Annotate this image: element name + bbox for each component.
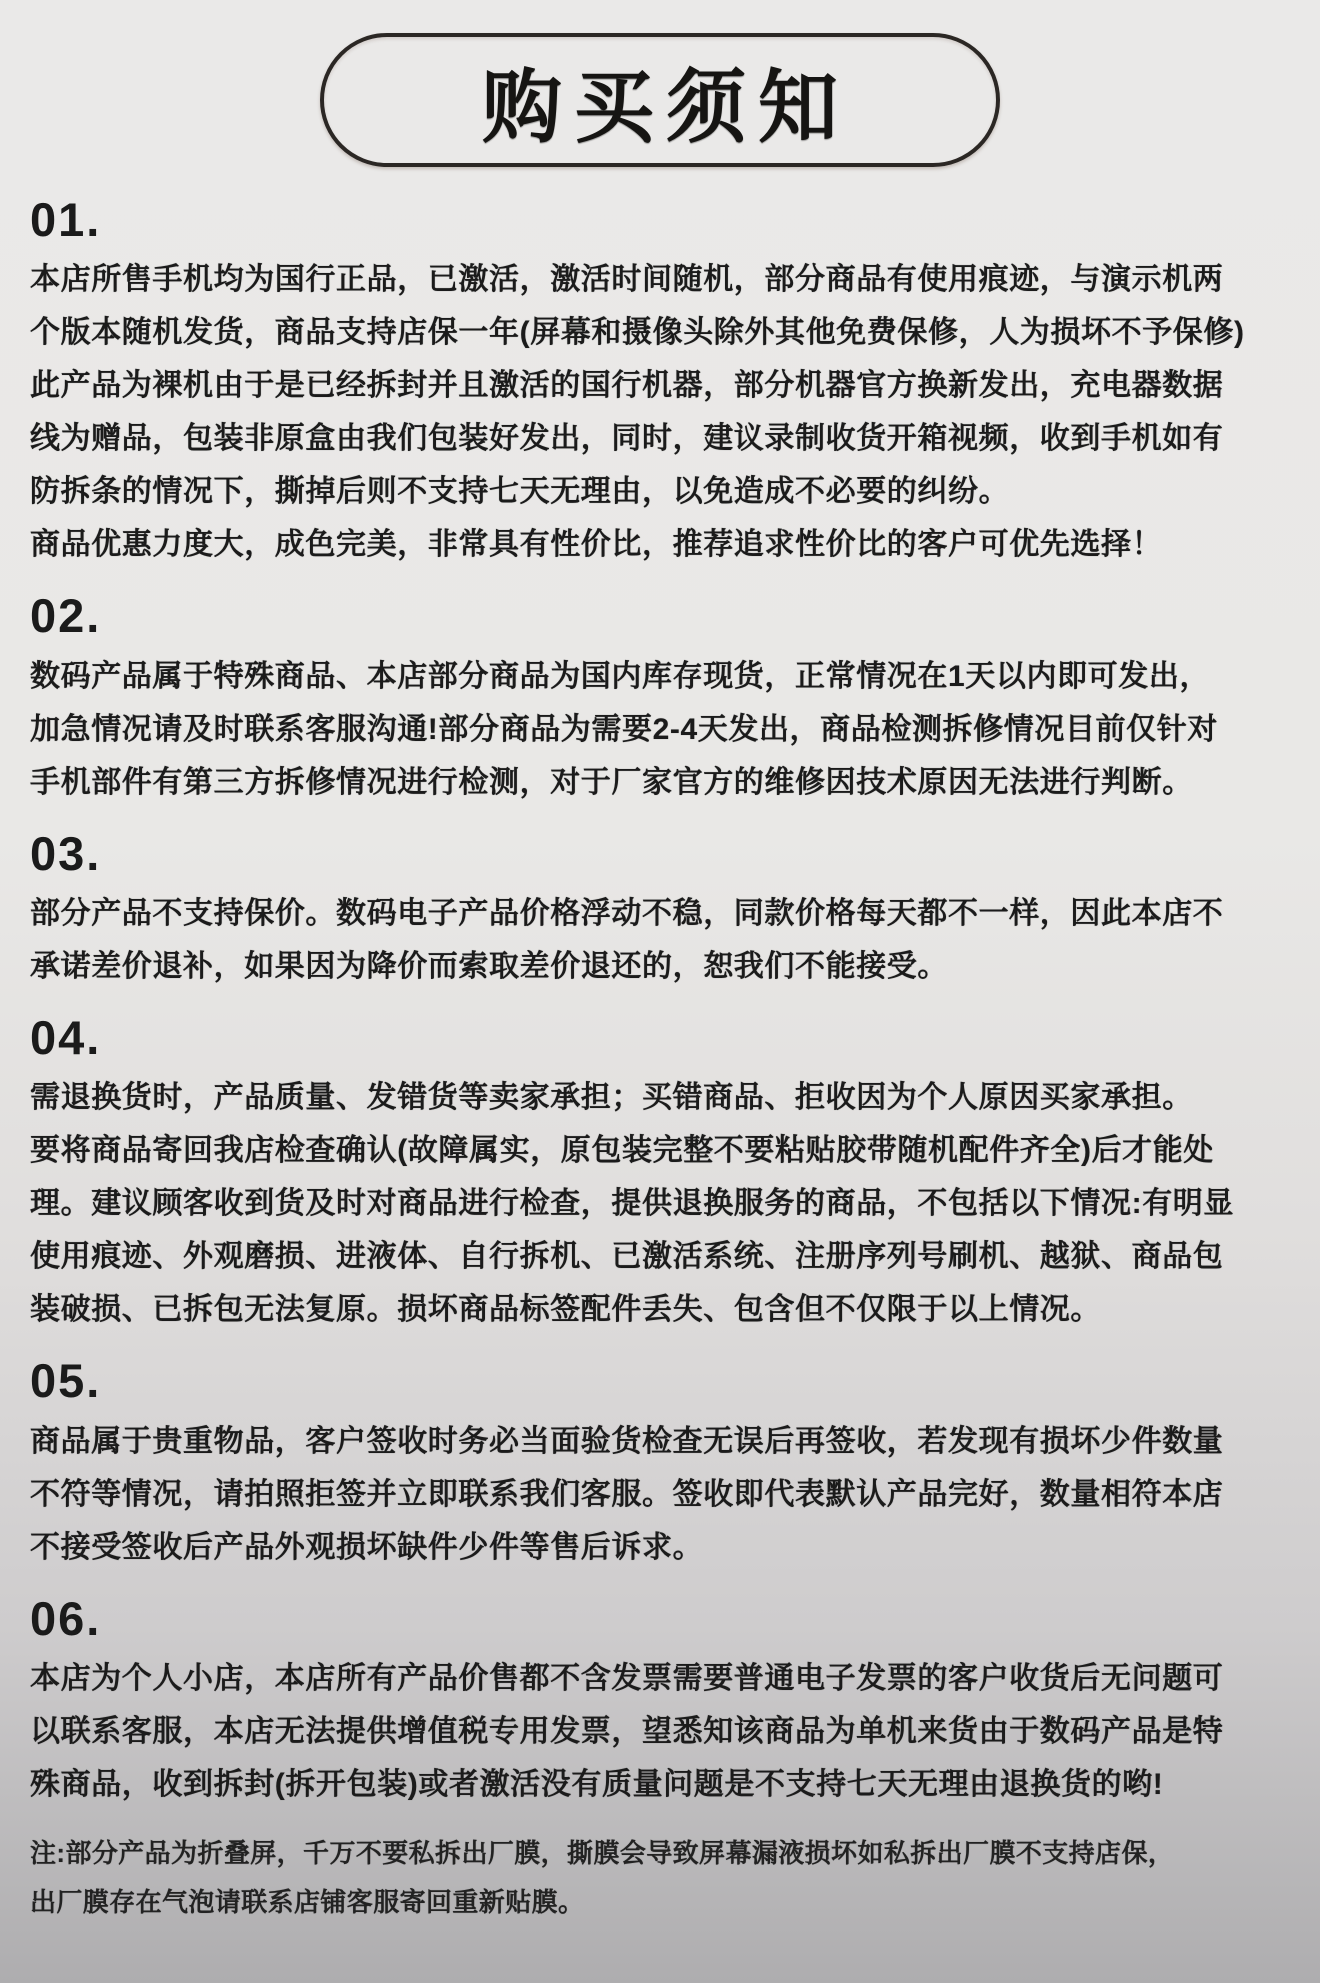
footnote-text-line: 注:部分产品为折叠屏，千万不要私拆出厂膜，撕膜会导致屏幕漏液损坏如私拆出厂膜不支持店保， (30, 1838, 1175, 1869)
section-text-line: 加急情况请及时联系客服沟通!部分商品为需要2-4天发出，商品检测拆修情况目前仅针对 (30, 712, 1218, 746)
section-text-line: 装破损、已拆包无法复原。损坏商品标签配件丢失、包含但不仅限于以上情况。 (30, 1293, 1101, 1327)
section-text-line: 本店为个人小店，本店所有产品价售都不含发票需要普通电子发票的客户收货后无问题可 (30, 1662, 1224, 1696)
section-number: 04. (30, 1011, 102, 1065)
notice-title-badge (320, 33, 1000, 167)
section-text-line: 数码产品属于特殊商品、本店部分商品为国内库存现货，正常情况在1天以内即可发出， (30, 659, 1211, 693)
section-number: 06. (30, 1591, 102, 1645)
notice-sections (0, 167, 1320, 1811)
section-text-line: 承诺差价退补，如果因为降价而索取差价退还的，恕我们不能接受。 (30, 950, 948, 984)
notice-section (30, 591, 1290, 808)
section-text-line: 此产品为裸机由于是已经拆封并且激活的国行机器，部分机器官方换新发出，充电器数据 (30, 369, 1224, 403)
notice-section (30, 1013, 1290, 1336)
purchase-notice-page (0, 33, 1320, 1927)
notice-section (30, 826, 1290, 993)
section-text-line: 不接受签收后产品外观损坏缺件少件等售后诉求。 (30, 1530, 704, 1564)
section-text-line: 线为赠品，包装非原盒由我们包装好发出，同时，建议录制收货开箱视频，收到手机如有 (30, 422, 1224, 456)
section-text-line: 部分产品不支持保价。数码电子产品价格浮动不稳，同款价格每天都不一样，因此本店不 (30, 897, 1224, 931)
footnote (0, 1811, 1320, 1927)
section-text-line: 以联系客服，本店无法提供增值税专用发票，望悉知该商品为单机来货由于数码产品是特 (30, 1715, 1224, 1749)
page-title: 购买须知 (482, 62, 850, 152)
notice-section (30, 1591, 1290, 1811)
section-text-line: 使用痕迹、外观磨损、进液体、自行拆机、已激活系统、注册序列号刷机、越狱、商品包 (30, 1240, 1224, 1274)
section-number: 01. (30, 193, 102, 246)
section-text-line: 本店所售手机均为国行正品，已激活，激活时间随机，部分商品有使用痕迹，与演示机两 (30, 263, 1224, 297)
section-text-line: 个版本随机发货，商品支持店保一年(屏幕和摄像头除外其他免费保修，人为损坏不予保修) (30, 316, 1245, 350)
section-number: 03. (30, 826, 102, 880)
notice-section (30, 1356, 1290, 1573)
notice-section (30, 195, 1290, 571)
footnote-text-line: 出厂膜存在气泡请联系店铺客服寄回重新贴膜。 (30, 1887, 585, 1918)
section-text-line: 防拆条的情况下，撕掉后则不支持七天无理由，以免造成不必要的纠纷。 (30, 475, 1010, 509)
section-number: 05. (30, 1354, 102, 1408)
section-text-line: 不符等情况，请拍照拒签并立即联系我们客服。签收即代表默认产品完好，数量相符本店 (30, 1477, 1224, 1511)
section-text-line: 商品属于贵重物品，客户签收时务必当面验货检查无误后再签收，若发现有损坏少件数量 (30, 1424, 1224, 1458)
section-number: 02. (30, 589, 102, 643)
section-text-line: 理。建议顾客收到货及时对商品进行检查，提供退换服务的商品，不包括以下情况:有明显 (30, 1187, 1234, 1221)
section-text-line: 手机部件有第三方拆修情况进行检测，对于厂家官方的维修因技术原因无法进行判断。 (30, 765, 1193, 799)
section-text-line: 要将商品寄回我店检查确认(故障属实，原包装完整不要粘贴胶带随机配件齐全)后才能处 (30, 1134, 1214, 1168)
section-text-line: 商品优惠力度大，成色完美，非常具有性价比，推荐追求性价比的客户可优先选择！ (30, 528, 1163, 562)
section-text-line: 殊商品，收到拆封(拆开包装)或者激活没有质量问题是不支持七天无理由退换货的哟! (30, 1768, 1164, 1802)
section-text-line: 需退换货时，产品质量、发错货等卖家承担；买错商品、拒收因为个人原因买家承担。 (30, 1081, 1193, 1115)
